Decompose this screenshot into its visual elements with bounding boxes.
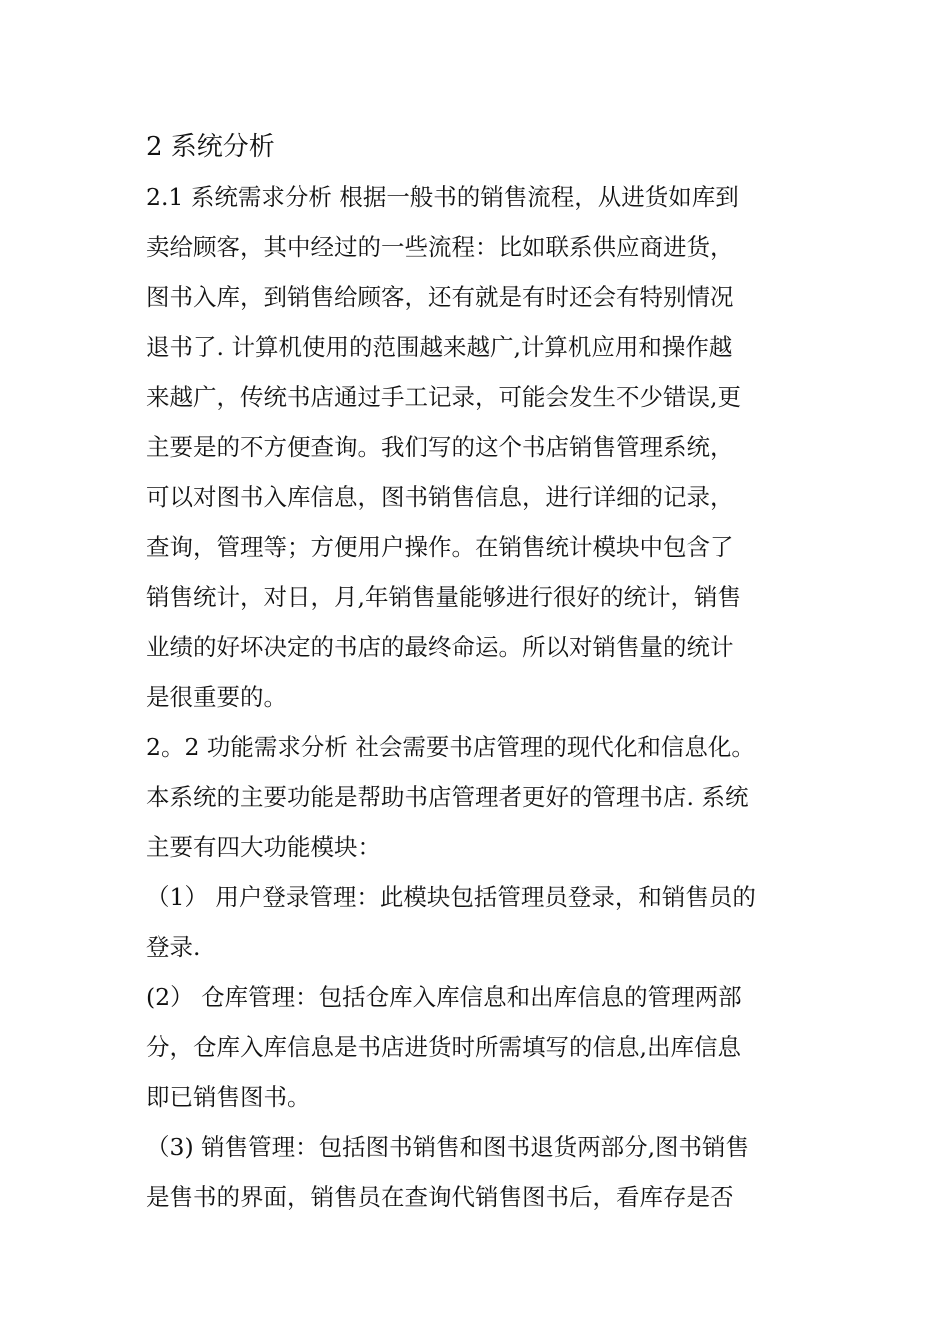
text-line: 主要有四大功能模块： xyxy=(146,833,381,861)
text-line: 图书入库，到销售给顾客，还有就是有时还会有特别情况 xyxy=(146,283,734,311)
text-line: （3) 销售管理：包括图书销售和图书退货两部分,图书销售 xyxy=(146,1133,750,1161)
text-line: 业绩的好坏决定的书店的最终命运。所以对销售量的统计 xyxy=(146,633,734,661)
document-body xyxy=(146,122,810,1222)
text-line: 即已销售图书。 xyxy=(146,1083,311,1111)
text-line: 本系统的主要功能是帮助书店管理者更好的管理书店. 系统 xyxy=(146,783,749,811)
text-line: （1） 用户登录管理：此模块包括管理员登录，和销售员的 xyxy=(146,883,756,911)
text-line: 可以对图书入库信息，图书销售信息，进行详细的记录， xyxy=(146,483,734,511)
text-line: 主要是的不方便查询。我们写的这个书店销售管理系统， xyxy=(146,433,734,461)
text-line: (2） 仓库管理：包括仓库入库信息和出库信息的管理两部 xyxy=(146,983,742,1011)
text-line: 分，仓库入库信息是书店进货时所需填写的信息,出库信息 xyxy=(146,1033,741,1061)
text-line: 登录. xyxy=(146,933,201,961)
text-line: 2。2 功能需求分析 社会需要书店管理的现代化和信息化。 xyxy=(146,733,755,761)
text-line: 来越广，传统书店通过手工记录，可能会发生不少错误,更 xyxy=(146,383,741,411)
text-line: 是很重要的。 xyxy=(146,683,287,711)
text-line: 是售书的界面，销售员在查询代销售图书后，看库存是否 xyxy=(146,1183,734,1211)
text-line: 销售统计，对日，月,年销售量能够进行很好的统计，销售 xyxy=(146,583,741,611)
text-line: 卖给顾客，其中经过的一些流程：比如联系供应商进货， xyxy=(146,233,734,261)
text-line: 查询，管理等；方便用户操作。在销售统计模块中包含了 xyxy=(146,533,734,561)
text-line: 2.1 系统需求分析 根据一般书的销售流程，从进货如库到 xyxy=(146,183,739,211)
section-heading: 2 系统分析 xyxy=(146,132,275,162)
text-line: 退书了. 计算机使用的范围越来越广,计算机应用和操作越 xyxy=(146,333,733,361)
